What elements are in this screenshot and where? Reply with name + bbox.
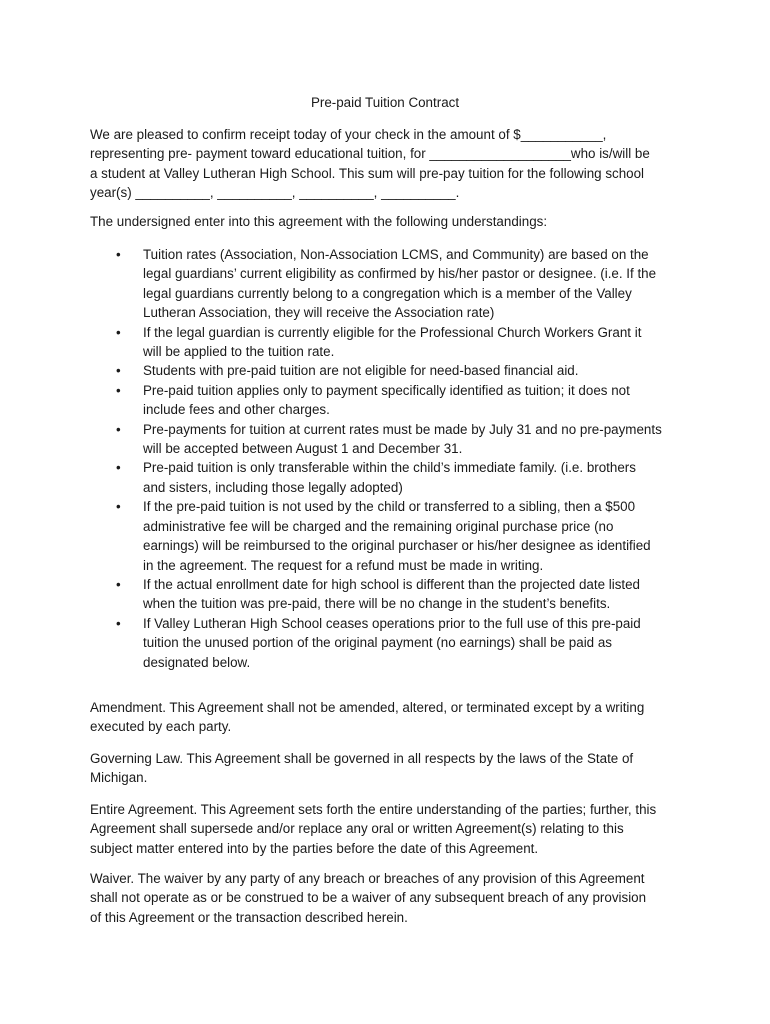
item-line: legal guardians’ current eligibility as confirmed by his/her pastor or designee. (i.e. If the [143,266,657,282]
bullet-icon: • [116,382,121,398]
understanding-item-ceases-operations [90,614,690,672]
bullet-icon: • [116,460,121,476]
understanding-item-financial-aid [90,361,690,380]
paragraph-line: Agreement shall supersede and/or replace any oral or written Agreement(s) relating to this [90,821,624,837]
understanding-item-transferable [90,458,690,497]
bullet-icon: • [116,324,121,340]
bullet-icon: • [116,576,121,592]
item-line: tuition the unused portion of the original payment (no earnings) shall be paid as [143,635,612,651]
understanding-item-payment-deadline [90,420,690,459]
bullet-icon: • [116,615,121,631]
paragraph-line: of this Agreement or the transaction described herein. [90,909,408,925]
paragraph-line: Amendment. This Agreement shall not be amended, altered, or terminated except by a writing [90,700,645,715]
understanding-item-enrollment-date [90,575,690,614]
waiver-paragraph [90,869,690,927]
paragraph-line: Entire Agreement. This Agreement sets forth the entire understanding of the parties; further, this [90,802,657,817]
item-line: earnings) will be reimbursed to the original purchaser or his/her designee as identified [143,538,651,554]
document-title: Pre-paid Tuition Contract [310,95,460,110]
item-line: Lutheran Association, they will receive the Association rate) [143,305,495,321]
understanding-item-tuition-only [90,381,690,420]
receipt-line: representing pre- payment toward educational tuition, for ___________________who is/will be [90,146,650,162]
item-line: include fees and other charges. [143,402,330,418]
paragraph-line: shall not operate as or be construed to be a waiver of any subsequent breach of any provision [90,890,647,906]
item-line: administrative fee will be charged and the remaining original purchase price (no [143,518,614,534]
understanding-item-tuition-rates [90,245,690,323]
receipt-line: year(s) __________, __________, __________, __________. [90,185,460,201]
understanding-item-refund [90,497,690,575]
item-line: when the tuition was pre-paid, there will be no change in the student’s benefits. [143,596,611,612]
paragraph-line: executed by each party. [90,719,232,735]
item-line: will be accepted between August 1 and December 31. [143,441,463,457]
paragraph-line: subject matter entered into by the parties before the date of this Agreement. [90,840,539,856]
entire-agreement-paragraph [90,800,690,858]
item-line: legal guardians currently belong to a congregation which is a member of the Valley [143,285,632,301]
understanding-item-church-workers-grant [90,323,690,362]
bullet-icon: • [116,421,121,437]
understandings-intro: The undersigned enter into this agreement with the following understandings: [90,214,548,229]
item-line: in the agreement. The request for a refund must be made in writing. [143,557,544,573]
understandings-list [90,245,690,672]
item-line: If the actual enrollment date for high school is different than the projected date listed [143,576,641,592]
bullet-icon: • [116,363,121,379]
item-line: If Valley Lutheran High School ceases operations prior to the full use of this pre-paid [143,615,641,631]
item-line: Tuition rates (Association, Non-Association LCMS, and Community) are based on the [143,247,649,262]
paragraph-line: Governing Law. This Agreement shall be governed in all respects by the laws of the State of [90,751,634,766]
bullet-icon: • [116,247,121,262]
paragraph-line: Waiver. The waiver by any party of any breach or breaches of any provision of this Agreement [90,871,645,886]
item-line: Pre-payments for tuition at current rates must be made by July 31 and no pre-payments [143,421,662,437]
receipt-paragraph [90,125,690,203]
item-line: Pre-paid tuition applies only to payment specifically identified as tuition; it does not [143,382,630,398]
item-line: If the pre-paid tuition is not used by the child or transferred to a sibling, then a $500 [143,499,636,515]
receipt-line: a student at Valley Lutheran High School. This sum will pre-pay tuition for the following school [90,165,645,181]
item-line: and sisters, including those legally adopted) [143,479,403,495]
item-line: Pre-paid tuition is only transferable within the child’s immediate family. (i.e. brothers [143,460,636,476]
item-line: If the legal guardian is currently eligible for the Professional Church Workers Grant it [143,324,642,340]
governing-law-paragraph [90,749,690,788]
item-line: Students with pre-paid tuition are not eligible for need-based financial aid. [143,363,579,379]
amendment-paragraph [90,698,690,737]
bullet-icon: • [116,499,121,515]
paragraph-line: Michigan. [90,770,148,786]
receipt-line: We are pleased to confirm receipt today of your check in the amount of $___________, [90,127,607,142]
item-line: will be applied to the tuition rate. [143,344,335,360]
item-line: designated below. [143,654,251,670]
